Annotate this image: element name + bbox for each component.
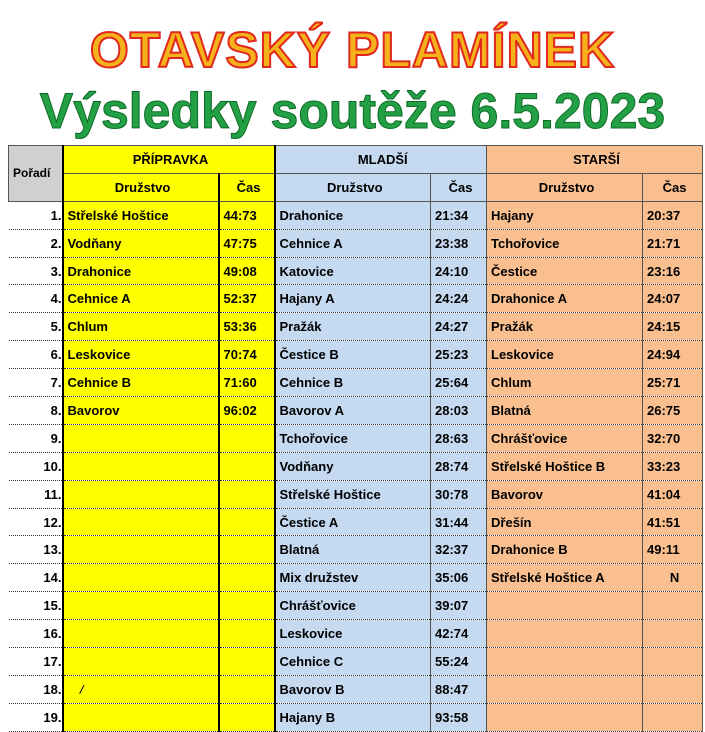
pripravka-team-cell	[63, 592, 219, 620]
pripravka-team-cell	[63, 703, 219, 731]
pripravka-time-cell	[219, 536, 275, 564]
starsi-time-cell	[643, 620, 703, 648]
pripravka-time-cell	[219, 703, 275, 731]
pripravka-team-cell	[63, 648, 219, 676]
mladsi-team-cell: Chrášťovice	[275, 592, 431, 620]
rank-cell: 17.	[9, 648, 63, 676]
table-row	[9, 703, 703, 731]
starsi-team-cell: Střelské Hoštice A	[487, 564, 643, 592]
table-row	[9, 620, 703, 648]
starsi-team-cell	[487, 675, 643, 703]
pripravka-team-cell: Cehnice B	[63, 369, 219, 397]
starsi-time-cell: 41:04	[643, 480, 703, 508]
rank-cell: 14.	[9, 564, 63, 592]
pripravka-time-cell: 44:73	[219, 201, 275, 229]
pripravka-team-cell	[63, 452, 219, 480]
table-row	[9, 397, 703, 425]
mladsi-team-cell: Bavorov A	[275, 397, 431, 425]
time-header: Čas	[431, 173, 487, 201]
mladsi-time-cell: 42:74	[431, 620, 487, 648]
starsi-time-cell: 32:70	[643, 424, 703, 452]
mladsi-team-cell: Cehnice B	[275, 369, 431, 397]
starsi-team-cell: Chrášťovice	[487, 424, 643, 452]
mladsi-time-cell: 39:07	[431, 592, 487, 620]
starsi-team-cell: Dřešín	[487, 508, 643, 536]
team-header: Družstvo	[63, 173, 219, 201]
rank-cell: 18.	[9, 675, 63, 703]
table-row	[9, 341, 703, 369]
starsi-team-cell: Chlum	[487, 369, 643, 397]
table-row	[9, 648, 703, 676]
mladsi-team-cell: Cehnice A	[275, 229, 431, 257]
table-row	[9, 452, 703, 480]
starsi-time-cell	[643, 675, 703, 703]
pripravka-time-cell: 49:08	[219, 257, 275, 285]
mladsi-team-cell: Pražák	[275, 313, 431, 341]
starsi-team-cell	[487, 648, 643, 676]
mladsi-team-cell: Cehnice C	[275, 648, 431, 676]
table-row	[9, 285, 703, 313]
starsi-time-cell: 24:07	[643, 285, 703, 313]
rank-cell: 10.	[9, 452, 63, 480]
pripravka-team-cell: Drahonice	[63, 257, 219, 285]
mladsi-team-cell: Hajany A	[275, 285, 431, 313]
starsi-time-cell: 20:37	[643, 201, 703, 229]
starsi-team-cell: Střelské Hoštice B	[487, 452, 643, 480]
time-header: Čas	[219, 173, 275, 201]
starsi-time-cell: 25:71	[643, 369, 703, 397]
group-header-pripravka: PŘÍPRAVKA	[63, 146, 275, 174]
mladsi-time-cell: 28:74	[431, 452, 487, 480]
pripravka-time-cell	[219, 424, 275, 452]
rank-cell: 8.	[9, 397, 63, 425]
starsi-team-cell: Čestice	[487, 257, 643, 285]
rank-cell: 1.	[9, 201, 63, 229]
rank-cell: 6.	[9, 341, 63, 369]
pripravka-time-cell: 71:60	[219, 369, 275, 397]
group-header-mladsi: MLADŠÍ	[275, 146, 487, 174]
mladsi-time-cell: 88:47	[431, 675, 487, 703]
team-header: Družstvo	[275, 173, 431, 201]
mladsi-team-cell: Mix družstev	[275, 564, 431, 592]
rank-cell: 11.	[9, 480, 63, 508]
rank-cell: 3.	[9, 257, 63, 285]
table-row	[9, 424, 703, 452]
starsi-team-cell	[487, 592, 643, 620]
rank-cell: 5.	[9, 313, 63, 341]
rank-cell: 15.	[9, 592, 63, 620]
starsi-team-cell: Hajany	[487, 201, 643, 229]
mladsi-team-cell: Hajany B	[275, 703, 431, 731]
mladsi-time-cell: 24:27	[431, 313, 487, 341]
pripravka-team-cell	[63, 480, 219, 508]
starsi-time-cell: N	[643, 564, 703, 592]
mladsi-team-cell: Blatná	[275, 536, 431, 564]
starsi-time-cell: 23:16	[643, 257, 703, 285]
pripravka-team-cell	[63, 620, 219, 648]
mladsi-time-cell: 30:78	[431, 480, 487, 508]
starsi-team-cell	[487, 620, 643, 648]
rank-header: Pořadí	[9, 146, 63, 202]
starsi-time-cell: 41:51	[643, 508, 703, 536]
pripravka-team-cell: Vodňany	[63, 229, 219, 257]
pripravka-team-cell	[63, 508, 219, 536]
table-row	[9, 564, 703, 592]
pripravka-team-cell: Chlum	[63, 313, 219, 341]
table-row	[9, 508, 703, 536]
mladsi-team-cell: Vodňany	[275, 452, 431, 480]
mladsi-team-cell: Katovice	[275, 257, 431, 285]
page-title: OTAVSKÝ PLAMÍNEK	[89, 22, 616, 78]
rank-cell: 9.	[9, 424, 63, 452]
pripravka-team-cell: Střelské Hoštice	[63, 201, 219, 229]
starsi-team-cell	[487, 703, 643, 731]
table-row	[9, 480, 703, 508]
starsi-time-cell: 26:75	[643, 397, 703, 425]
table-row	[9, 675, 703, 703]
pripravka-team-cell	[63, 424, 219, 452]
mladsi-time-cell: 93:58	[431, 703, 487, 731]
pripravka-team-cell: Cehnice A	[63, 285, 219, 313]
mladsi-time-cell: 55:24	[431, 648, 487, 676]
starsi-time-cell: 21:71	[643, 229, 703, 257]
pripravka-time-cell	[219, 592, 275, 620]
starsi-time-cell: 33:23	[643, 452, 703, 480]
pripravka-team-cell: Bavorov	[63, 397, 219, 425]
starsi-time-cell: 49:11	[643, 536, 703, 564]
pripravka-team-cell	[63, 675, 219, 703]
mladsi-time-cell: 28:03	[431, 397, 487, 425]
table-row	[9, 592, 703, 620]
starsi-team-cell: Pražák	[487, 313, 643, 341]
pripravka-team-cell	[63, 536, 219, 564]
mladsi-time-cell: 31:44	[431, 508, 487, 536]
rank-cell: 16.	[9, 620, 63, 648]
starsi-team-cell: Bavorov	[487, 480, 643, 508]
table-row	[9, 536, 703, 564]
mladsi-time-cell: 32:37	[431, 536, 487, 564]
table-row	[9, 369, 703, 397]
pripravka-time-cell	[219, 564, 275, 592]
rank-cell: 2.	[9, 229, 63, 257]
time-header: Čas	[643, 173, 703, 201]
team-header: Družstvo	[487, 173, 643, 201]
handwritten-mark: /	[77, 681, 85, 698]
rank-cell: 19.	[9, 703, 63, 731]
table-row	[9, 313, 703, 341]
mladsi-time-cell: 24:10	[431, 257, 487, 285]
pripravka-time-cell	[219, 480, 275, 508]
rank-cell: 4.	[9, 285, 63, 313]
results-table	[8, 145, 703, 732]
mladsi-team-cell: Tchořovice	[275, 424, 431, 452]
mladsi-team-cell: Střelské Hoštice	[275, 480, 431, 508]
table-row	[9, 257, 703, 285]
starsi-time-cell: 24:15	[643, 313, 703, 341]
pripravka-time-cell: 96:02	[219, 397, 275, 425]
starsi-team-cell: Drahonice A	[487, 285, 643, 313]
table-row	[9, 229, 703, 257]
pripravka-time-cell	[219, 508, 275, 536]
starsi-time-cell	[643, 703, 703, 731]
pripravka-time-cell: 47:75	[219, 229, 275, 257]
mladsi-team-cell: Drahonice	[275, 201, 431, 229]
pripravka-time-cell	[219, 452, 275, 480]
rank-cell: 7.	[9, 369, 63, 397]
group-header-starsi: STARŠÍ	[487, 146, 703, 174]
mladsi-time-cell: 23:38	[431, 229, 487, 257]
mladsi-time-cell: 28:63	[431, 424, 487, 452]
pripravka-time-cell: 52:37	[219, 285, 275, 313]
table-row	[9, 201, 703, 229]
pripravka-time-cell	[219, 648, 275, 676]
starsi-team-cell: Blatná	[487, 397, 643, 425]
rank-cell: 12.	[9, 508, 63, 536]
pripravka-time-cell: 70:74	[219, 341, 275, 369]
mladsi-time-cell: 25:23	[431, 341, 487, 369]
mladsi-team-cell: Čestice A	[275, 508, 431, 536]
starsi-team-cell: Drahonice B	[487, 536, 643, 564]
pripravka-time-cell	[219, 675, 275, 703]
mladsi-time-cell: 21:34	[431, 201, 487, 229]
rank-cell: 13.	[9, 536, 63, 564]
pripravka-time-cell: 53:36	[219, 313, 275, 341]
results-body	[9, 201, 703, 731]
mladsi-team-cell: Bavorov B	[275, 675, 431, 703]
mladsi-time-cell: 25:64	[431, 369, 487, 397]
pripravka-team-cell	[63, 564, 219, 592]
starsi-time-cell	[643, 592, 703, 620]
mladsi-team-cell: Čestice B	[275, 341, 431, 369]
pripravka-time-cell	[219, 620, 275, 648]
mladsi-time-cell: 35:06	[431, 564, 487, 592]
mladsi-team-cell: Leskovice	[275, 620, 431, 648]
mladsi-time-cell: 24:24	[431, 285, 487, 313]
starsi-team-cell: Leskovice	[487, 341, 643, 369]
starsi-team-cell: Tchořovice	[487, 229, 643, 257]
starsi-time-cell	[643, 648, 703, 676]
page-subtitle: Výsledky soutěže 6.5.2023	[39, 83, 666, 139]
starsi-time-cell: 24:94	[643, 341, 703, 369]
pripravka-team-cell: Leskovice	[63, 341, 219, 369]
